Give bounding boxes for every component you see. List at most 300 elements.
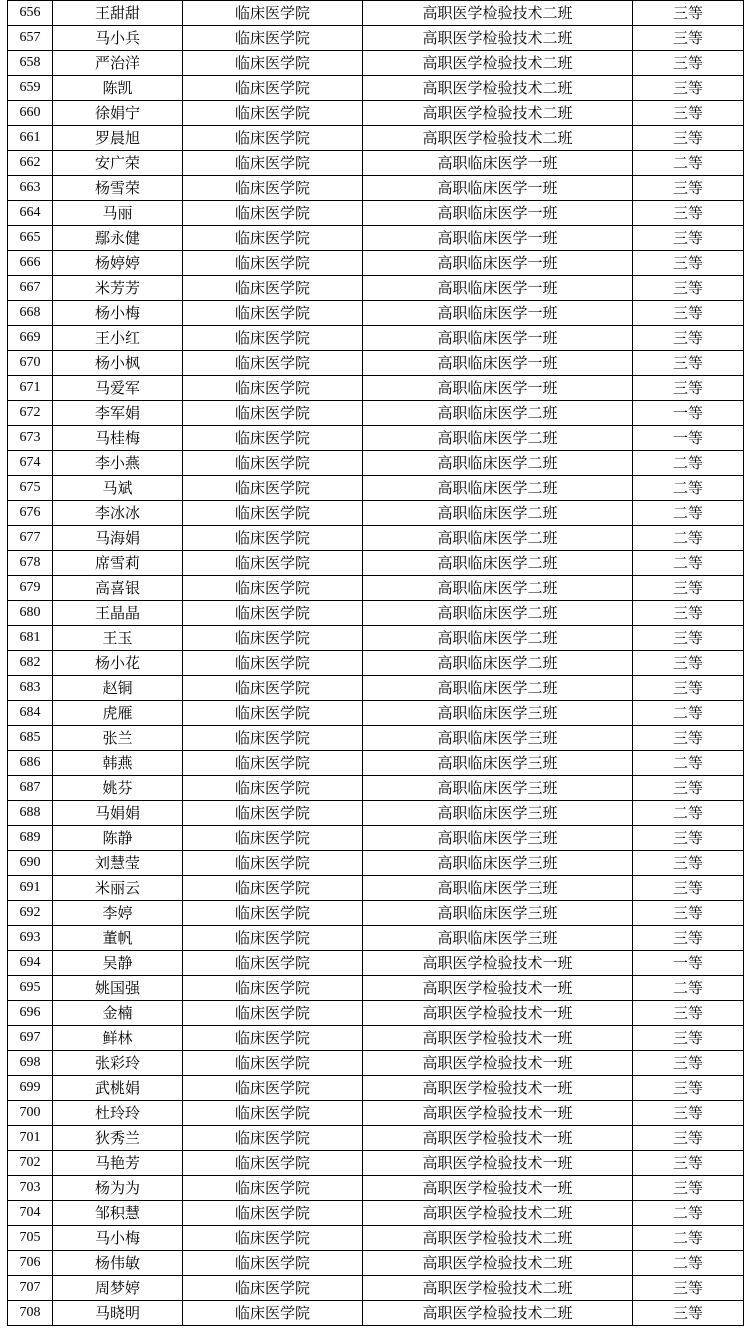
row-number-cell: 678 (8, 551, 53, 576)
award-level-cell: 三等 (633, 1301, 744, 1326)
table-row (8, 1076, 744, 1101)
award-level-cell: 三等 (633, 1176, 744, 1201)
row-number-cell: 658 (8, 51, 53, 76)
table-row (8, 626, 744, 651)
class-name-cell: 高职临床医学二班 (363, 426, 633, 451)
college-name-cell: 临床医学院 (183, 376, 363, 401)
college-name-cell: 临床医学院 (183, 776, 363, 801)
award-level-cell: 三等 (633, 651, 744, 676)
row-number-cell: 675 (8, 476, 53, 501)
table-row (8, 1276, 744, 1301)
award-level-cell: 三等 (633, 101, 744, 126)
college-name-cell: 临床医学院 (183, 751, 363, 776)
award-level-cell: 三等 (633, 726, 744, 751)
table-row (8, 751, 744, 776)
college-name-cell: 临床医学院 (183, 1101, 363, 1126)
row-number-cell: 659 (8, 76, 53, 101)
student-name-cell: 王甜甜 (53, 1, 183, 26)
student-name-cell: 米丽云 (53, 876, 183, 901)
award-level-cell: 二等 (633, 151, 744, 176)
row-number-cell: 676 (8, 501, 53, 526)
student-name-cell: 鲜林 (53, 1026, 183, 1051)
row-number-cell: 704 (8, 1201, 53, 1226)
student-name-cell: 米芳芳 (53, 276, 183, 301)
student-name-cell: 马海娟 (53, 526, 183, 551)
row-number-cell: 705 (8, 1226, 53, 1251)
student-name-cell: 马桂梅 (53, 426, 183, 451)
class-name-cell: 高职临床医学三班 (363, 876, 633, 901)
award-level-cell: 三等 (633, 1101, 744, 1126)
award-level-cell: 二等 (633, 501, 744, 526)
award-level-cell: 三等 (633, 1001, 744, 1026)
row-number-cell: 666 (8, 251, 53, 276)
row-number-cell: 698 (8, 1051, 53, 1076)
row-number-cell: 680 (8, 601, 53, 626)
student-name-cell: 张兰 (53, 726, 183, 751)
row-number-cell: 695 (8, 976, 53, 1001)
row-number-cell: 697 (8, 1026, 53, 1051)
award-level-cell: 二等 (633, 526, 744, 551)
award-list-body (8, 1, 744, 1326)
student-name-cell: 严治洋 (53, 51, 183, 76)
table-row (8, 576, 744, 601)
award-level-cell: 三等 (633, 201, 744, 226)
student-name-cell: 马娟娟 (53, 801, 183, 826)
award-level-cell: 三等 (633, 851, 744, 876)
college-name-cell: 临床医学院 (183, 126, 363, 151)
college-name-cell: 临床医学院 (183, 176, 363, 201)
table-row (8, 101, 744, 126)
class-name-cell: 高职临床医学二班 (363, 551, 633, 576)
table-row (8, 1026, 744, 1051)
award-level-cell: 三等 (633, 776, 744, 801)
class-name-cell: 高职临床医学二班 (363, 401, 633, 426)
row-number-cell: 661 (8, 126, 53, 151)
student-name-cell: 马晓明 (53, 1301, 183, 1326)
table-row (8, 1101, 744, 1126)
class-name-cell: 高职临床医学二班 (363, 526, 633, 551)
student-name-cell: 徐娟宁 (53, 101, 183, 126)
student-name-cell: 姚国强 (53, 976, 183, 1001)
award-level-cell: 三等 (633, 926, 744, 951)
college-name-cell: 临床医学院 (183, 426, 363, 451)
row-number-cell: 694 (8, 951, 53, 976)
table-row (8, 1301, 744, 1326)
table-row (8, 851, 744, 876)
class-name-cell: 高职医学检验技术二班 (363, 26, 633, 51)
class-name-cell: 高职临床医学三班 (363, 801, 633, 826)
college-name-cell: 临床医学院 (183, 1226, 363, 1251)
award-level-cell: 三等 (633, 226, 744, 251)
class-name-cell: 高职医学检验技术二班 (363, 126, 633, 151)
table-row (8, 351, 744, 376)
table-row (8, 276, 744, 301)
college-name-cell: 临床医学院 (183, 251, 363, 276)
row-number-cell: 703 (8, 1176, 53, 1201)
table-row (8, 426, 744, 451)
class-name-cell: 高职医学检验技术一班 (363, 1151, 633, 1176)
class-name-cell: 高职医学检验技术二班 (363, 1301, 633, 1326)
table-row (8, 1051, 744, 1076)
student-name-cell: 刘慧莹 (53, 851, 183, 876)
row-number-cell: 688 (8, 801, 53, 826)
row-number-cell: 692 (8, 901, 53, 926)
row-number-cell: 702 (8, 1151, 53, 1176)
student-name-cell: 杨小花 (53, 651, 183, 676)
college-name-cell: 临床医学院 (183, 1001, 363, 1026)
table-row (8, 76, 744, 101)
table-row (8, 726, 744, 751)
table-row (8, 526, 744, 551)
student-name-cell: 陈静 (53, 826, 183, 851)
college-name-cell: 临床医学院 (183, 1, 363, 26)
student-name-cell: 杜玲玲 (53, 1101, 183, 1126)
class-name-cell: 高职医学检验技术一班 (363, 1076, 633, 1101)
college-name-cell: 临床医学院 (183, 1126, 363, 1151)
class-name-cell: 高职临床医学一班 (363, 226, 633, 251)
row-number-cell: 687 (8, 776, 53, 801)
student-name-cell: 鄢永健 (53, 226, 183, 251)
table-row (8, 976, 744, 1001)
college-name-cell: 临床医学院 (183, 501, 363, 526)
college-name-cell: 临床医学院 (183, 201, 363, 226)
college-name-cell: 临床医学院 (183, 1051, 363, 1076)
table-row (8, 201, 744, 226)
table-row (8, 126, 744, 151)
college-name-cell: 临床医学院 (183, 401, 363, 426)
award-level-cell: 三等 (633, 376, 744, 401)
student-name-cell: 杨婷婷 (53, 251, 183, 276)
class-name-cell: 高职医学检验技术一班 (363, 1026, 633, 1051)
row-number-cell: 668 (8, 301, 53, 326)
college-name-cell: 临床医学院 (183, 926, 363, 951)
table-row (8, 476, 744, 501)
class-name-cell: 高职医学检验技术一班 (363, 951, 633, 976)
table-row (8, 1001, 744, 1026)
student-name-cell: 狄秀兰 (53, 1126, 183, 1151)
table-row (8, 551, 744, 576)
college-name-cell: 临床医学院 (183, 951, 363, 976)
row-number-cell: 667 (8, 276, 53, 301)
award-level-cell: 三等 (633, 26, 744, 51)
row-number-cell: 699 (8, 1076, 53, 1101)
row-number-cell: 670 (8, 351, 53, 376)
college-name-cell: 临床医学院 (183, 451, 363, 476)
row-number-cell: 662 (8, 151, 53, 176)
award-level-cell: 二等 (633, 801, 744, 826)
class-name-cell: 高职医学检验技术二班 (363, 1226, 633, 1251)
row-number-cell: 683 (8, 676, 53, 701)
class-name-cell: 高职临床医学三班 (363, 726, 633, 751)
college-name-cell: 临床医学院 (183, 26, 363, 51)
college-name-cell: 临床医学院 (183, 101, 363, 126)
table-row (8, 601, 744, 626)
class-name-cell: 高职临床医学三班 (363, 851, 633, 876)
class-name-cell: 高职医学检验技术二班 (363, 76, 633, 101)
student-name-cell: 周梦婷 (53, 1276, 183, 1301)
table-row (8, 176, 744, 201)
class-name-cell: 高职医学检验技术二班 (363, 1276, 633, 1301)
college-name-cell: 临床医学院 (183, 476, 363, 501)
row-number-cell: 681 (8, 626, 53, 651)
class-name-cell: 高职临床医学一班 (363, 176, 633, 201)
student-name-cell: 杨伟敏 (53, 1251, 183, 1276)
table-row (8, 26, 744, 51)
row-number-cell: 672 (8, 401, 53, 426)
table-row (8, 151, 744, 176)
student-name-cell: 马斌 (53, 476, 183, 501)
table-row (8, 501, 744, 526)
row-number-cell: 669 (8, 326, 53, 351)
award-level-cell: 二等 (633, 976, 744, 1001)
college-name-cell: 临床医学院 (183, 626, 363, 651)
award-level-cell: 三等 (633, 76, 744, 101)
award-level-cell: 三等 (633, 51, 744, 76)
table-row (8, 376, 744, 401)
table-row (8, 1201, 744, 1226)
college-name-cell: 临床医学院 (183, 551, 363, 576)
college-name-cell: 临床医学院 (183, 226, 363, 251)
award-level-cell: 三等 (633, 326, 744, 351)
award-level-cell: 三等 (633, 301, 744, 326)
student-name-cell: 安广荣 (53, 151, 183, 176)
student-name-cell: 李冰冰 (53, 501, 183, 526)
row-number-cell: 690 (8, 851, 53, 876)
row-number-cell: 673 (8, 426, 53, 451)
student-name-cell: 杨雪荣 (53, 176, 183, 201)
row-number-cell: 701 (8, 1126, 53, 1151)
class-name-cell: 高职临床医学一班 (363, 201, 633, 226)
college-name-cell: 临床医学院 (183, 1176, 363, 1201)
row-number-cell: 679 (8, 576, 53, 601)
class-name-cell: 高职医学检验技术二班 (363, 1251, 633, 1276)
student-name-cell: 李小燕 (53, 451, 183, 476)
class-name-cell: 高职医学检验技术二班 (363, 51, 633, 76)
college-name-cell: 临床医学院 (183, 1251, 363, 1276)
student-name-cell: 王小红 (53, 326, 183, 351)
table-row (8, 776, 744, 801)
class-name-cell: 高职临床医学二班 (363, 676, 633, 701)
class-name-cell: 高职临床医学一班 (363, 276, 633, 301)
table-row (8, 901, 744, 926)
class-name-cell: 高职临床医学二班 (363, 576, 633, 601)
class-name-cell: 高职临床医学二班 (363, 651, 633, 676)
student-name-cell: 杨为为 (53, 1176, 183, 1201)
college-name-cell: 临床医学院 (183, 901, 363, 926)
table-row (8, 651, 744, 676)
class-name-cell: 高职临床医学二班 (363, 626, 633, 651)
college-name-cell: 临床医学院 (183, 326, 363, 351)
row-number-cell: 708 (8, 1301, 53, 1326)
award-level-cell: 二等 (633, 1201, 744, 1226)
student-name-cell: 马小梅 (53, 1226, 183, 1251)
class-name-cell: 高职临床医学一班 (363, 251, 633, 276)
award-level-cell: 二等 (633, 476, 744, 501)
row-number-cell: 682 (8, 651, 53, 676)
class-name-cell: 高职临床医学三班 (363, 776, 633, 801)
award-level-cell: 三等 (633, 176, 744, 201)
award-level-cell: 三等 (633, 1076, 744, 1101)
class-name-cell: 高职临床医学一班 (363, 376, 633, 401)
table-row (8, 1126, 744, 1151)
class-name-cell: 高职临床医学二班 (363, 501, 633, 526)
student-name-cell: 董帆 (53, 926, 183, 951)
class-name-cell: 高职医学检验技术二班 (363, 1, 633, 26)
award-level-cell: 一等 (633, 401, 744, 426)
table-row (8, 251, 744, 276)
award-level-cell: 二等 (633, 701, 744, 726)
row-number-cell: 700 (8, 1101, 53, 1126)
student-name-cell: 杨小梅 (53, 301, 183, 326)
award-level-cell: 三等 (633, 576, 744, 601)
table-row (8, 451, 744, 476)
table-row (8, 801, 744, 826)
row-number-cell: 656 (8, 1, 53, 26)
college-name-cell: 临床医学院 (183, 651, 363, 676)
college-name-cell: 临床医学院 (183, 701, 363, 726)
award-level-cell: 三等 (633, 251, 744, 276)
table-row (8, 1151, 744, 1176)
class-name-cell: 高职临床医学二班 (363, 451, 633, 476)
row-number-cell: 689 (8, 826, 53, 851)
student-name-cell: 韩燕 (53, 751, 183, 776)
class-name-cell: 高职临床医学一班 (363, 326, 633, 351)
award-level-cell: 一等 (633, 426, 744, 451)
college-name-cell: 临床医学院 (183, 976, 363, 1001)
class-name-cell: 高职临床医学一班 (363, 301, 633, 326)
college-name-cell: 临床医学院 (183, 676, 363, 701)
table-row (8, 51, 744, 76)
class-name-cell: 高职临床医学三班 (363, 751, 633, 776)
row-number-cell: 677 (8, 526, 53, 551)
class-name-cell: 高职医学检验技术一班 (363, 976, 633, 1001)
student-name-cell: 姚芬 (53, 776, 183, 801)
class-name-cell: 高职临床医学一班 (363, 351, 633, 376)
student-name-cell: 马爱军 (53, 376, 183, 401)
award-level-cell: 二等 (633, 1226, 744, 1251)
student-name-cell: 吴静 (53, 951, 183, 976)
college-name-cell: 临床医学院 (183, 576, 363, 601)
class-name-cell: 高职临床医学三班 (363, 701, 633, 726)
award-level-cell: 三等 (633, 1, 744, 26)
award-level-cell: 二等 (633, 451, 744, 476)
student-name-cell: 陈凯 (53, 76, 183, 101)
student-name-cell: 马丽 (53, 201, 183, 226)
class-name-cell: 高职医学检验技术一班 (363, 1126, 633, 1151)
row-number-cell: 706 (8, 1251, 53, 1276)
table-row (8, 951, 744, 976)
student-name-cell: 赵铜 (53, 676, 183, 701)
award-level-cell: 三等 (633, 901, 744, 926)
table-row (8, 1251, 744, 1276)
class-name-cell: 高职医学检验技术一班 (363, 1001, 633, 1026)
table-row (8, 876, 744, 901)
college-name-cell: 临床医学院 (183, 1026, 363, 1051)
class-name-cell: 高职临床医学三班 (363, 926, 633, 951)
row-number-cell: 691 (8, 876, 53, 901)
award-level-cell: 三等 (633, 351, 744, 376)
row-number-cell: 696 (8, 1001, 53, 1026)
student-name-cell: 王晶晶 (53, 601, 183, 626)
college-name-cell: 临床医学院 (183, 526, 363, 551)
class-name-cell: 高职临床医学三班 (363, 901, 633, 926)
row-number-cell: 664 (8, 201, 53, 226)
table-row (8, 226, 744, 251)
student-name-cell: 王玉 (53, 626, 183, 651)
table-row (8, 401, 744, 426)
college-name-cell: 临床医学院 (183, 1076, 363, 1101)
student-name-cell: 金楠 (53, 1001, 183, 1026)
college-name-cell: 临床医学院 (183, 76, 363, 101)
row-number-cell: 657 (8, 26, 53, 51)
class-name-cell: 高职临床医学一班 (363, 151, 633, 176)
student-name-cell: 邹积慧 (53, 1201, 183, 1226)
college-name-cell: 临床医学院 (183, 1301, 363, 1326)
table-row (8, 326, 744, 351)
student-name-cell: 席雪莉 (53, 551, 183, 576)
row-number-cell: 685 (8, 726, 53, 751)
row-number-cell: 686 (8, 751, 53, 776)
table-row (8, 676, 744, 701)
award-level-cell: 三等 (633, 826, 744, 851)
college-name-cell: 临床医学院 (183, 351, 363, 376)
college-name-cell: 临床医学院 (183, 1151, 363, 1176)
college-name-cell: 临床医学院 (183, 276, 363, 301)
class-name-cell: 高职临床医学二班 (363, 476, 633, 501)
college-name-cell: 临床医学院 (183, 301, 363, 326)
student-name-cell: 武桃娟 (53, 1076, 183, 1101)
table-row (8, 1176, 744, 1201)
student-name-cell: 虎雁 (53, 701, 183, 726)
award-list-table (7, 0, 744, 1326)
award-level-cell: 三等 (633, 1026, 744, 1051)
award-level-cell: 三等 (633, 1151, 744, 1176)
table-row (8, 301, 744, 326)
award-level-cell: 二等 (633, 751, 744, 776)
student-name-cell: 高喜银 (53, 576, 183, 601)
award-level-cell: 三等 (633, 126, 744, 151)
college-name-cell: 临床医学院 (183, 151, 363, 176)
award-level-cell: 三等 (633, 676, 744, 701)
row-number-cell: 674 (8, 451, 53, 476)
award-level-cell: 二等 (633, 1251, 744, 1276)
table-row (8, 1226, 744, 1251)
award-level-cell: 三等 (633, 276, 744, 301)
row-number-cell: 693 (8, 926, 53, 951)
college-name-cell: 临床医学院 (183, 726, 363, 751)
award-level-cell: 三等 (633, 626, 744, 651)
row-number-cell: 665 (8, 226, 53, 251)
student-name-cell: 李婷 (53, 901, 183, 926)
student-name-cell: 李军娟 (53, 401, 183, 426)
college-name-cell: 临床医学院 (183, 876, 363, 901)
college-name-cell: 临床医学院 (183, 51, 363, 76)
student-name-cell: 马艳芳 (53, 1151, 183, 1176)
award-level-cell: 三等 (633, 1051, 744, 1076)
table-row (8, 1, 744, 26)
college-name-cell: 临床医学院 (183, 826, 363, 851)
student-name-cell: 杨小枫 (53, 351, 183, 376)
row-number-cell: 684 (8, 701, 53, 726)
class-name-cell: 高职医学检验技术一班 (363, 1051, 633, 1076)
award-level-cell: 三等 (633, 876, 744, 901)
student-name-cell: 张彩玲 (53, 1051, 183, 1076)
row-number-cell: 671 (8, 376, 53, 401)
table-row (8, 926, 744, 951)
class-name-cell: 高职临床医学三班 (363, 826, 633, 851)
award-level-cell: 三等 (633, 601, 744, 626)
college-name-cell: 临床医学院 (183, 601, 363, 626)
